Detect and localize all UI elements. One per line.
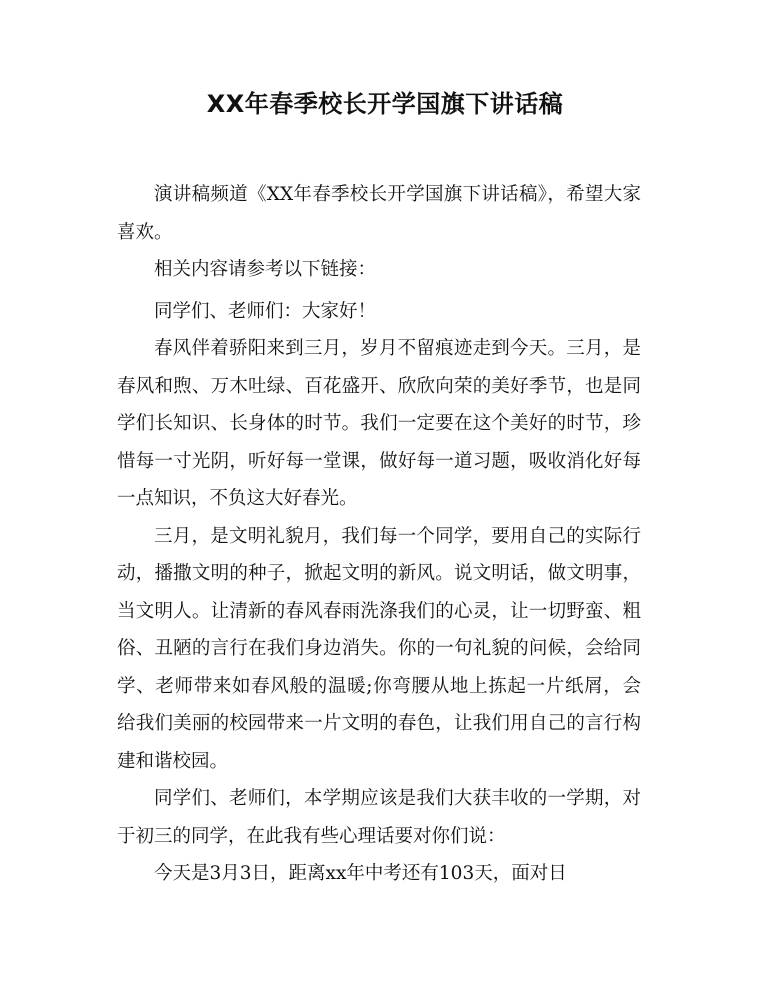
semester-paragraph: 同学们、老师们，本学期应该是我们大获丰收的一学期，对于初三的同学，在此我有些心理话要对你们说： <box>117 788 641 847</box>
countdown-paragraph: 今天是3月3日，距离xx年中考还有103天，面对日 <box>154 863 567 884</box>
civility-paragraph: 三月，是文明礼貌月，我们每一个同学，要用自己的实际行动，播撒文明的种子，掀起文明的新风。说文明话，做文明事，当文明人。让清新的春风春雨洗涤我们的心灵，让一切野蛮、粗俗、丑陋的言行在我们身边消失。你的一句礼貌的问候，会给同学、老师带来如春风般的温暖;你弯腰从地上拣起一片纸屑，会给我们美丽的校园带来一片文明的春色，让我们用自己的言行构建和谐校园。 <box>117 525 641 772</box>
document-title: XX年春季校长开学国旗下讲话稿 <box>206 90 564 118</box>
related-links-paragraph: 相关内容请参考以下链接： <box>154 259 377 280</box>
spring-paragraph: 春风伴着骄阳来到三月，岁月不留痕迹走到今天。三月，是春风和煦、万木吐绿、百花盛开、欣欣向荣的美好季节，也是同学们长知识、长身体的时节。我们一定要在这个美好的时节，珍惜每一寸光阴，听好每一堂课，做好每一道习题，吸收消化好每一点知识，不负这大好春光。 <box>117 338 641 509</box>
intro-paragraph: 演讲稿频道《XX年春季校长开学国旗下讲话稿》，希望大家喜欢。 <box>117 184 641 243</box>
document-body <box>117 176 641 893</box>
greeting-paragraph: 同学们、老师们：大家好！ <box>154 300 377 322</box>
